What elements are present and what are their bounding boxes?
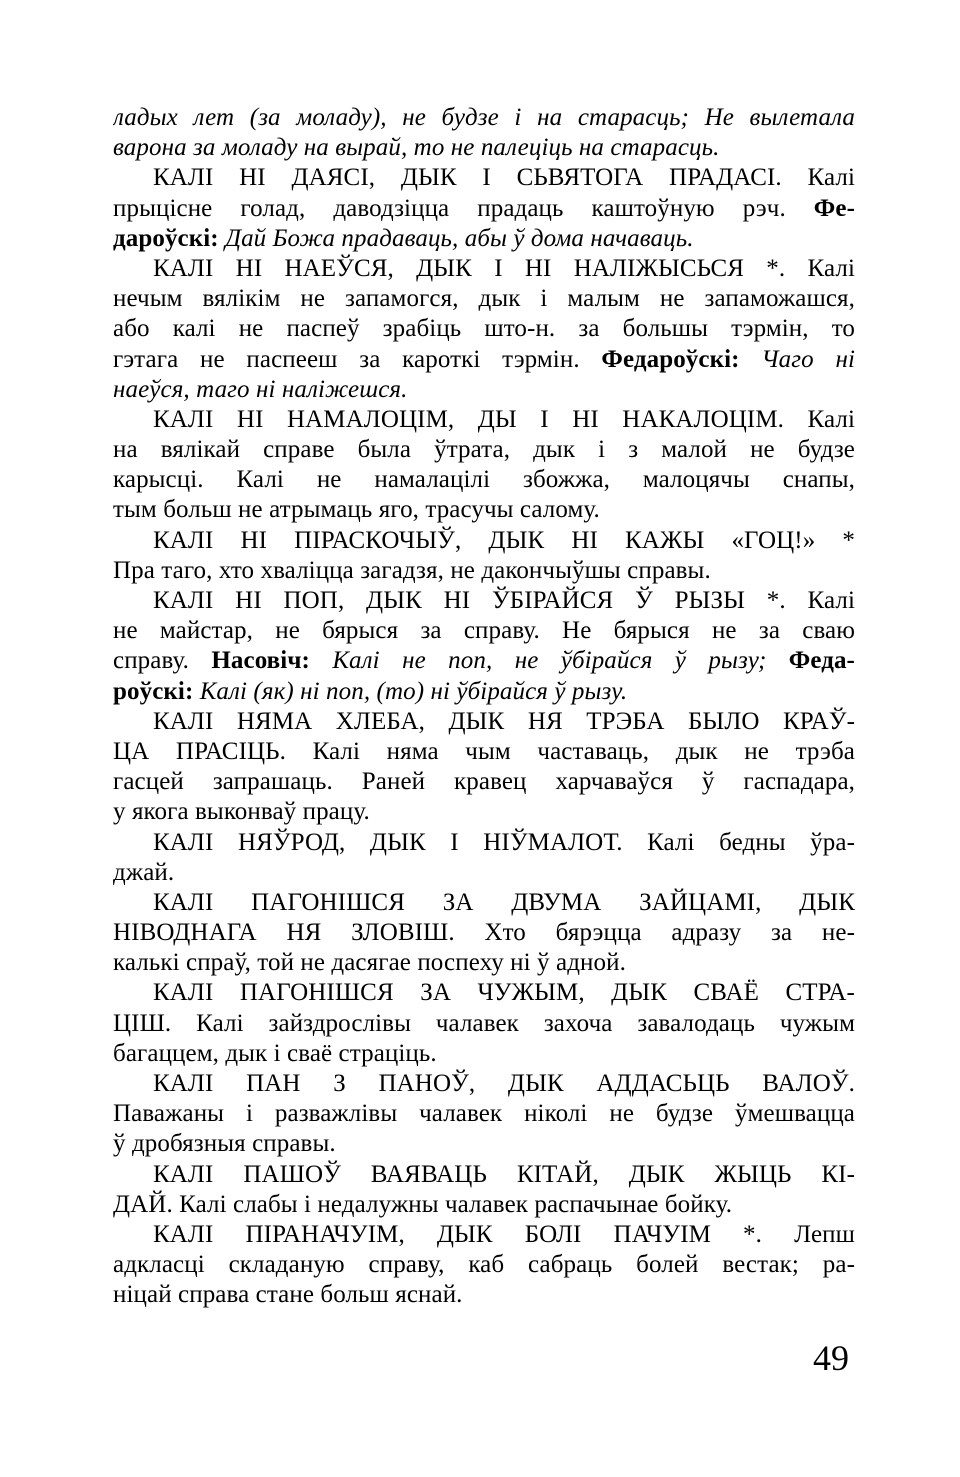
text-run: ЦІШ. Калі зайздрослівы чалавек захоча завалодаць чужым [113, 1009, 855, 1037]
text-run: Дай Божа прадаваць, абы ў дома начаваць. [225, 224, 694, 252]
text-line [113, 646, 855, 676]
text-run: Чаго ні [761, 345, 855, 373]
text-line [113, 1039, 855, 1069]
text-run: карысці. Калі не намалацілі збожжа, малоцячы снапы, [113, 466, 855, 494]
text-line [113, 978, 855, 1008]
text-run: багаццем, дык і сваё страціць. [113, 1039, 437, 1067]
text-line [113, 103, 855, 133]
text-run: КАЛІ НЯЎРОД, ДЫК І НІЎМАЛОТ. Калі бедны ўра- [153, 828, 855, 856]
text-run: Пра таго, хто хваліцца загадзя, не дакончыўшы справы. [113, 556, 711, 584]
text-line [113, 314, 855, 344]
text-run: або калі не паспеў зрабіць што-н. за большы тэрмін, то [113, 315, 855, 343]
text-run: НІВОДНАГА НЯ ЗЛОВІШ. Хто бярэцца адразу за не- [113, 919, 855, 947]
page-number: 49 [813, 1338, 849, 1378]
text-run: гасцей запрашаць. Раней кравец харчаваўся ў гаспадара, [113, 768, 855, 796]
text-run: адкласці складаную справу, каб сабраць болей вестак; ра- [113, 1251, 855, 1279]
text-run: Калі (як) ні поп, (то) ні ўбірайся ў рызу. [199, 677, 628, 705]
text-line [113, 375, 855, 405]
text-run: роўскі: [113, 677, 200, 705]
text-run: ў дробязныя справы. [113, 1130, 336, 1158]
text-line [113, 284, 855, 314]
text-line [113, 1220, 855, 1250]
text-run: КАЛІ НІ НАМАЛОЦІМ, ДЫ І НІ НАКАЛОЦІМ. Калі [153, 405, 855, 433]
text-run: КАЛІ ПАГОНІШСЯ ЗА ЧУЖЫМ, ДЫК СВАЁ СТРА- [153, 979, 855, 1007]
text-run: КАЛІ НІ НАЕЎСЯ, ДЫК І НІ НАЛІЖЫСЬСЯ *. Калі [153, 254, 855, 282]
text-run: прыцісне голад, даводзіцца прадаць каштоўную рэч. [113, 194, 814, 222]
text-run: КАЛІ НЯМА ХЛЕБА, ДЫК НЯ ТРЭБА БЫЛО КРАЎ- [153, 707, 855, 735]
text-line [113, 1160, 855, 1190]
text-run: КАЛІ ПІРАНАЧУІМ, ДЫК БОЛІ ПАЧУІМ *. Лепш [153, 1220, 855, 1248]
text-line [113, 1069, 855, 1099]
text-line [113, 133, 855, 163]
text-line [113, 526, 855, 556]
text-run: дароўскі: [113, 224, 226, 252]
text-line [113, 948, 855, 978]
text-line [113, 616, 855, 646]
text-line [113, 828, 855, 858]
text-run: тым больш не атрымаць яго, трасучы салому. [113, 496, 600, 524]
text-run: Насовіч: [211, 647, 333, 675]
text-run: Калі не поп, не ўбірайся ў рызу; [332, 647, 789, 675]
text-line [113, 1280, 855, 1310]
text-line [113, 1129, 855, 1159]
text-line [113, 586, 855, 616]
text-run: справу. [113, 647, 212, 675]
text-line [113, 1099, 855, 1129]
text-line [113, 254, 855, 284]
text-line [113, 797, 855, 827]
text-line [113, 465, 855, 495]
text-run: нечым вялікім не запамогся, дык і малым не запаможашся, [113, 285, 855, 313]
text-run: ДАЙ. Калі слабы і недалужны чалавек распачынае бойку. [113, 1190, 733, 1218]
text-run: на вялікай справе была ўтрата, дык і з малой не будзе [113, 436, 855, 464]
text-line [113, 737, 855, 767]
text-run: гэтага не паспееш за кароткі тэрмін. [113, 345, 602, 373]
text-line [113, 224, 855, 254]
text-line [113, 194, 855, 224]
text-run: джай. [113, 858, 175, 886]
text-run: ЦА ПРАСІЦЬ. Калі няма чым частаваць, дык не трэба [113, 737, 855, 765]
text-line [113, 1250, 855, 1280]
text-line [113, 767, 855, 797]
text-run: Паважаны і разважлівы чалавек ніколі не будзе ўмешвацца [113, 1100, 855, 1128]
text-run: калькі спраў, той не дасягае поспеху ні ў адной. [113, 949, 626, 977]
text-line [113, 1009, 855, 1039]
text-run: у якога выконваў працу. [113, 798, 370, 826]
text-line [113, 556, 855, 586]
text-run: КАЛІ НІ ПОП, ДЫК НІ ЎБІРАЙСЯ Ў РЫЗЫ *. Калі [153, 587, 855, 614]
text-run: КАЛІ ПАН З ПАНОЎ, ДЫК АДДАСЬЦЬ ВАЛОЎ. [153, 1070, 855, 1097]
text-line [113, 918, 855, 948]
text-line [113, 888, 855, 918]
text-line [113, 858, 855, 888]
text-line [113, 435, 855, 465]
text-run: ніцай справа стане больш яснай. [113, 1281, 463, 1309]
text-run: КАЛІ ПАШОЎ ВАЯВАЦЬ КІТАЙ, ДЫК ЖЫЦЬ КІ- [153, 1160, 855, 1188]
page-text [113, 103, 855, 1311]
text-line [113, 707, 855, 737]
text-line [113, 345, 855, 375]
text-run: не майстар, не бярыся за справу. Не бярыся не за сваю [113, 617, 855, 645]
text-line [113, 677, 855, 707]
text-line [113, 405, 855, 435]
text-run: наеўся, таго ні наліжешся. [113, 375, 408, 403]
text-run: Федароўскі: [601, 345, 762, 373]
text-line [113, 1190, 855, 1220]
text-run: Фе- [813, 194, 855, 222]
text-run: Феда- [788, 647, 855, 675]
text-run: КАЛІ НІ ПІРАСКОЧЫЎ, ДЫК НІ КАЖЫ «ГОЦ!» * [153, 526, 855, 554]
text-run: варона за моладу на вырай, то не палеціць на старасць. [113, 134, 720, 162]
text-run: КАЛІ НІ ДАЯСІ, ДЫК І СЬВЯТОГА ПРАДАСІ. Калі [153, 164, 855, 192]
text-line [113, 495, 855, 525]
text-run: КАЛІ ПАГОНІШСЯ ЗА ДВУМА ЗАЙЦАМІ, ДЫК [153, 888, 855, 916]
text-run: ладых лет (за моладу), не будзе і на старасць; Не вылетала [113, 104, 855, 131]
text-line [113, 163, 855, 193]
